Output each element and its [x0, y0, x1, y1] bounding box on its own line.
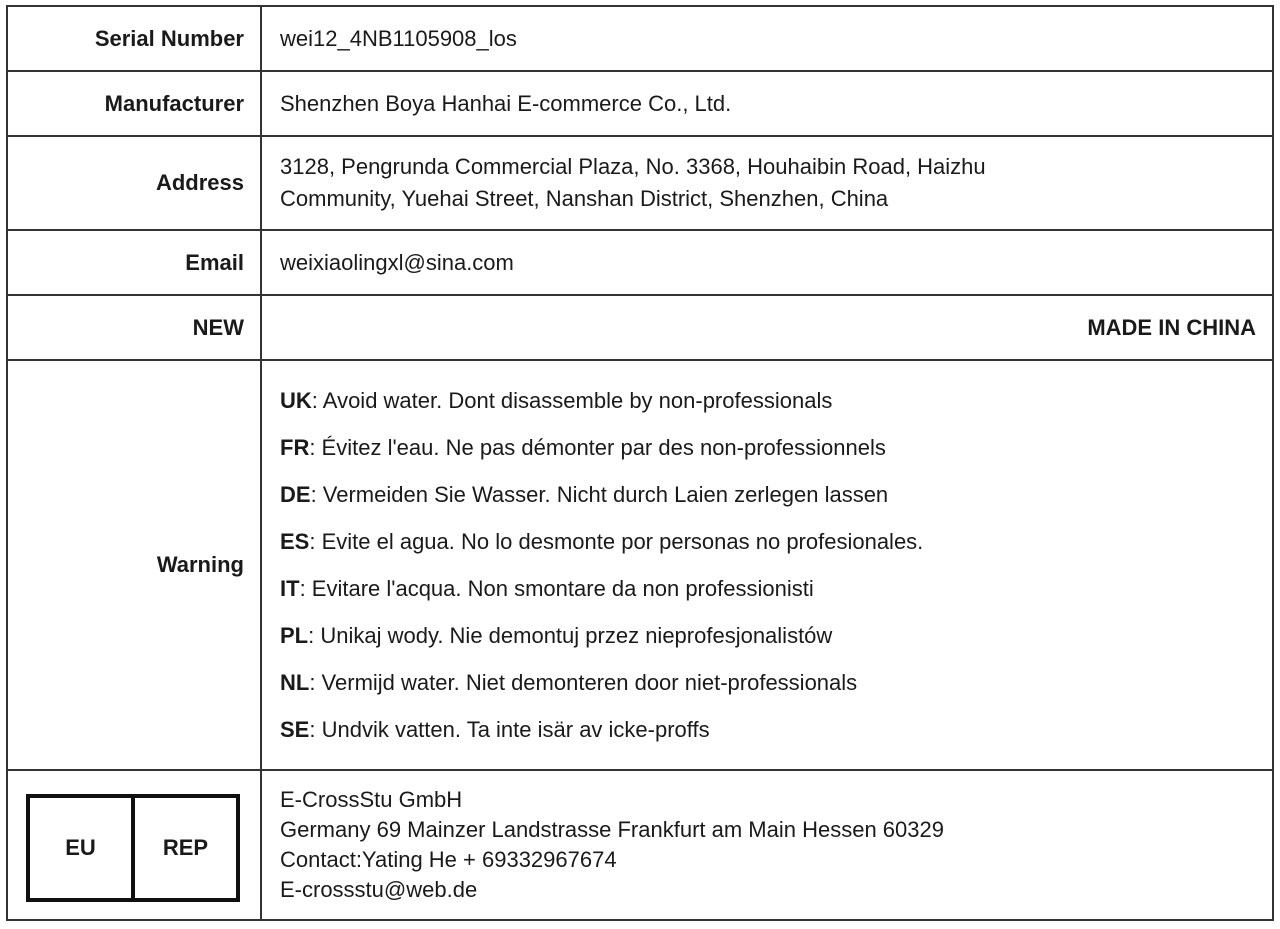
origin-value: MADE IN CHINA — [1087, 314, 1256, 340]
warning-code: UK — [280, 388, 312, 413]
address-value — [262, 137, 1272, 229]
eu-rep-address: Germany 69 Mainzer Landstrasse Frankfurt am Main Hessen 60329 — [280, 817, 944, 842]
warning-text: : Vermeiden Sie Wasser. Nicht durch Laien zerlegen lassen — [310, 482, 889, 507]
warning-item-nl — [280, 659, 1256, 706]
eu-rep-symbol-eu: EU — [30, 798, 135, 898]
warning-code: DE — [280, 482, 311, 507]
eu-rep-contact: Contact:Yating He + 69332967674 — [280, 847, 617, 872]
product-info-table — [6, 5, 1274, 921]
warning-code: FR — [280, 435, 310, 460]
warning-text: : Avoid water. Dont disassemble by non-professionals — [311, 388, 833, 413]
warning-code: PL — [280, 623, 309, 648]
warning-code: IT — [280, 576, 300, 601]
warning-code: NL — [280, 670, 310, 695]
email-label: Email — [8, 231, 262, 294]
warning-text: : Evitare l'acqua. Non smontare da non professionisti — [299, 576, 814, 601]
row-warning — [8, 361, 1272, 771]
row-address — [8, 137, 1272, 231]
warning-text: : Unikaj wody. Nie demontuj przez nieprofesjonalistów — [308, 623, 833, 648]
eu-rep-symbol-cell — [8, 771, 262, 919]
eu-rep-symbol — [26, 794, 240, 902]
warning-code: SE — [280, 717, 310, 742]
serial-number-label: Serial Number — [8, 7, 262, 70]
address-line-1: 3128, Pengrunda Commercial Plaza, No. 3368, Houhaibin Road, Haizhu — [280, 154, 986, 179]
warning-label: Warning — [8, 361, 262, 769]
warning-text: : Undvik vatten. Ta inte isär av icke-proffs — [309, 717, 710, 742]
row-email — [8, 231, 1272, 296]
manufacturer-label: Manufacturer — [8, 72, 262, 135]
warning-code: ES — [280, 529, 310, 554]
warning-text: : Évitez l'eau. Ne pas démonter par des non-professionnels — [309, 435, 886, 460]
row-serial-number — [8, 7, 1272, 72]
manufacturer-value: Shenzhen Boya Hanhai E-commerce Co., Ltd. — [280, 90, 732, 116]
row-eu-rep — [8, 771, 1272, 919]
warning-list — [262, 361, 1272, 769]
address-line-2: Community, Yuehai Street, Nanshan District, Shenzhen, China — [280, 186, 889, 211]
warning-text: : Vermijd water. Niet demonteren door niet-professionals — [309, 670, 858, 695]
serial-number-value: wei12_4NB1105908_los — [280, 25, 517, 51]
warning-item-se — [280, 706, 1256, 753]
row-manufacturer — [8, 72, 1272, 137]
warning-item-pl — [280, 612, 1256, 659]
warning-text: : Evite el agua. No lo desmonte por personas no profesionales. — [309, 529, 924, 554]
address-label: Address — [8, 137, 262, 229]
warning-item-fr — [280, 424, 1256, 471]
warning-item-es — [280, 518, 1256, 565]
warning-item-uk — [280, 377, 1256, 424]
eu-rep-company: E-CrossStu GmbH — [280, 787, 463, 812]
email-value: weixiaolingxl@sina.com — [280, 249, 514, 275]
row-new — [8, 296, 1272, 361]
warning-item-de — [280, 471, 1256, 518]
warning-item-it — [280, 565, 1256, 612]
eu-rep-email: E-crossstu@web.de — [280, 877, 478, 902]
eu-rep-symbol-rep: REP — [162, 835, 209, 860]
condition-label: NEW — [8, 296, 262, 359]
eu-rep-details — [262, 771, 1272, 919]
